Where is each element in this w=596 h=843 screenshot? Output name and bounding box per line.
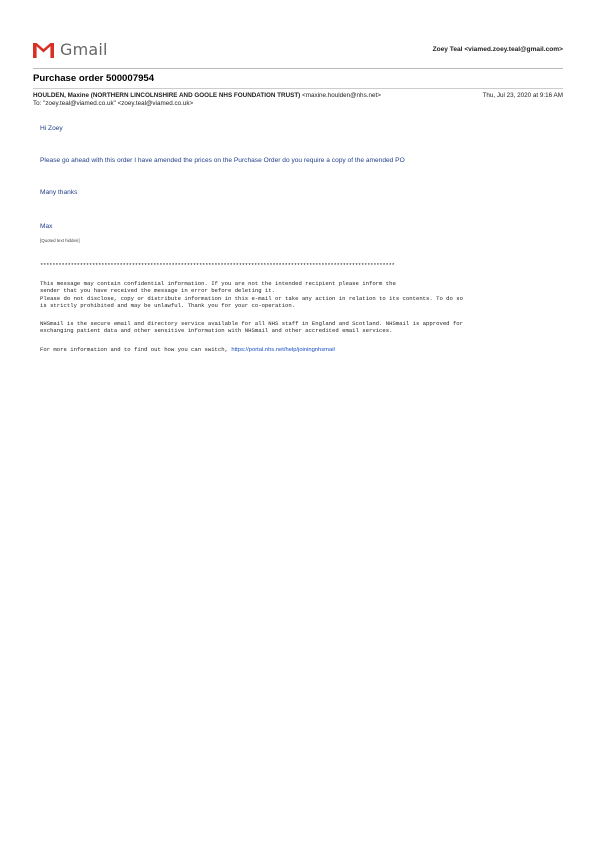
disclaimer-separator: ******************************************************************************************************************** bbox=[40, 262, 395, 269]
confidentiality-notice: This message may contain confidential information. If you are not the intended recipient please inform the sender that you have received the message in error before deleting it. Please do not disclose, copy or distribute information in this e-mail or take any action in relation to its contents. To do so is strictly prohibited and may be unlawful. Thank you for your co-operation. bbox=[40, 280, 463, 309]
more-info-line bbox=[40, 346, 335, 354]
gmail-logo bbox=[33, 40, 108, 59]
nhs-portal-link[interactable]: https://portal.nhs.net/help/joiningnhsmail bbox=[231, 347, 335, 353]
more-info-text: For more information and to find out how you can switch, bbox=[40, 346, 232, 353]
greeting: Hi Zoey bbox=[40, 125, 63, 132]
sender-name: HOULDEN, Maxine (NORTHERN LINCOLNSHIRE AND GOOLE NHS FOUNDATION TRUST) bbox=[33, 92, 301, 99]
signature: Max bbox=[40, 223, 53, 230]
sender-address: <maxine.houlden@nhs.net> bbox=[300, 92, 381, 99]
gmail-m-icon bbox=[33, 42, 54, 58]
recipient-line: To: "zoey.teal@viamed.co.uk" <zoey.teal@viamed.co.uk> bbox=[33, 100, 194, 107]
body-paragraph: Please go ahead with this order I have amended the prices on the Purchase Order do you require a copy of the amended PO bbox=[40, 157, 405, 164]
subject-divider bbox=[33, 88, 563, 89]
quoted-text-toggle[interactable]: [Quoted text hidden] bbox=[40, 238, 80, 243]
print-header bbox=[33, 38, 563, 60]
sender-line bbox=[33, 92, 381, 99]
sent-date: Thu, Jul 23, 2020 at 9:16 AM bbox=[482, 92, 563, 99]
email-subject: Purchase order 500007954 bbox=[33, 73, 155, 84]
gmail-wordmark: Gmail bbox=[60, 40, 108, 59]
sign-off: Many thanks bbox=[40, 189, 78, 196]
account-label: Zoey Teal <viamed.zoey.teal@gmail.com> bbox=[432, 46, 563, 53]
header-divider bbox=[33, 68, 563, 69]
nhsmail-notice: NHSmail is the secure email and directory service available for all NHS staff in England and Scotland. NHSmail is approved for exchanging patient data and other sensitive information with NHSmail and other accredited email services. bbox=[40, 320, 463, 335]
